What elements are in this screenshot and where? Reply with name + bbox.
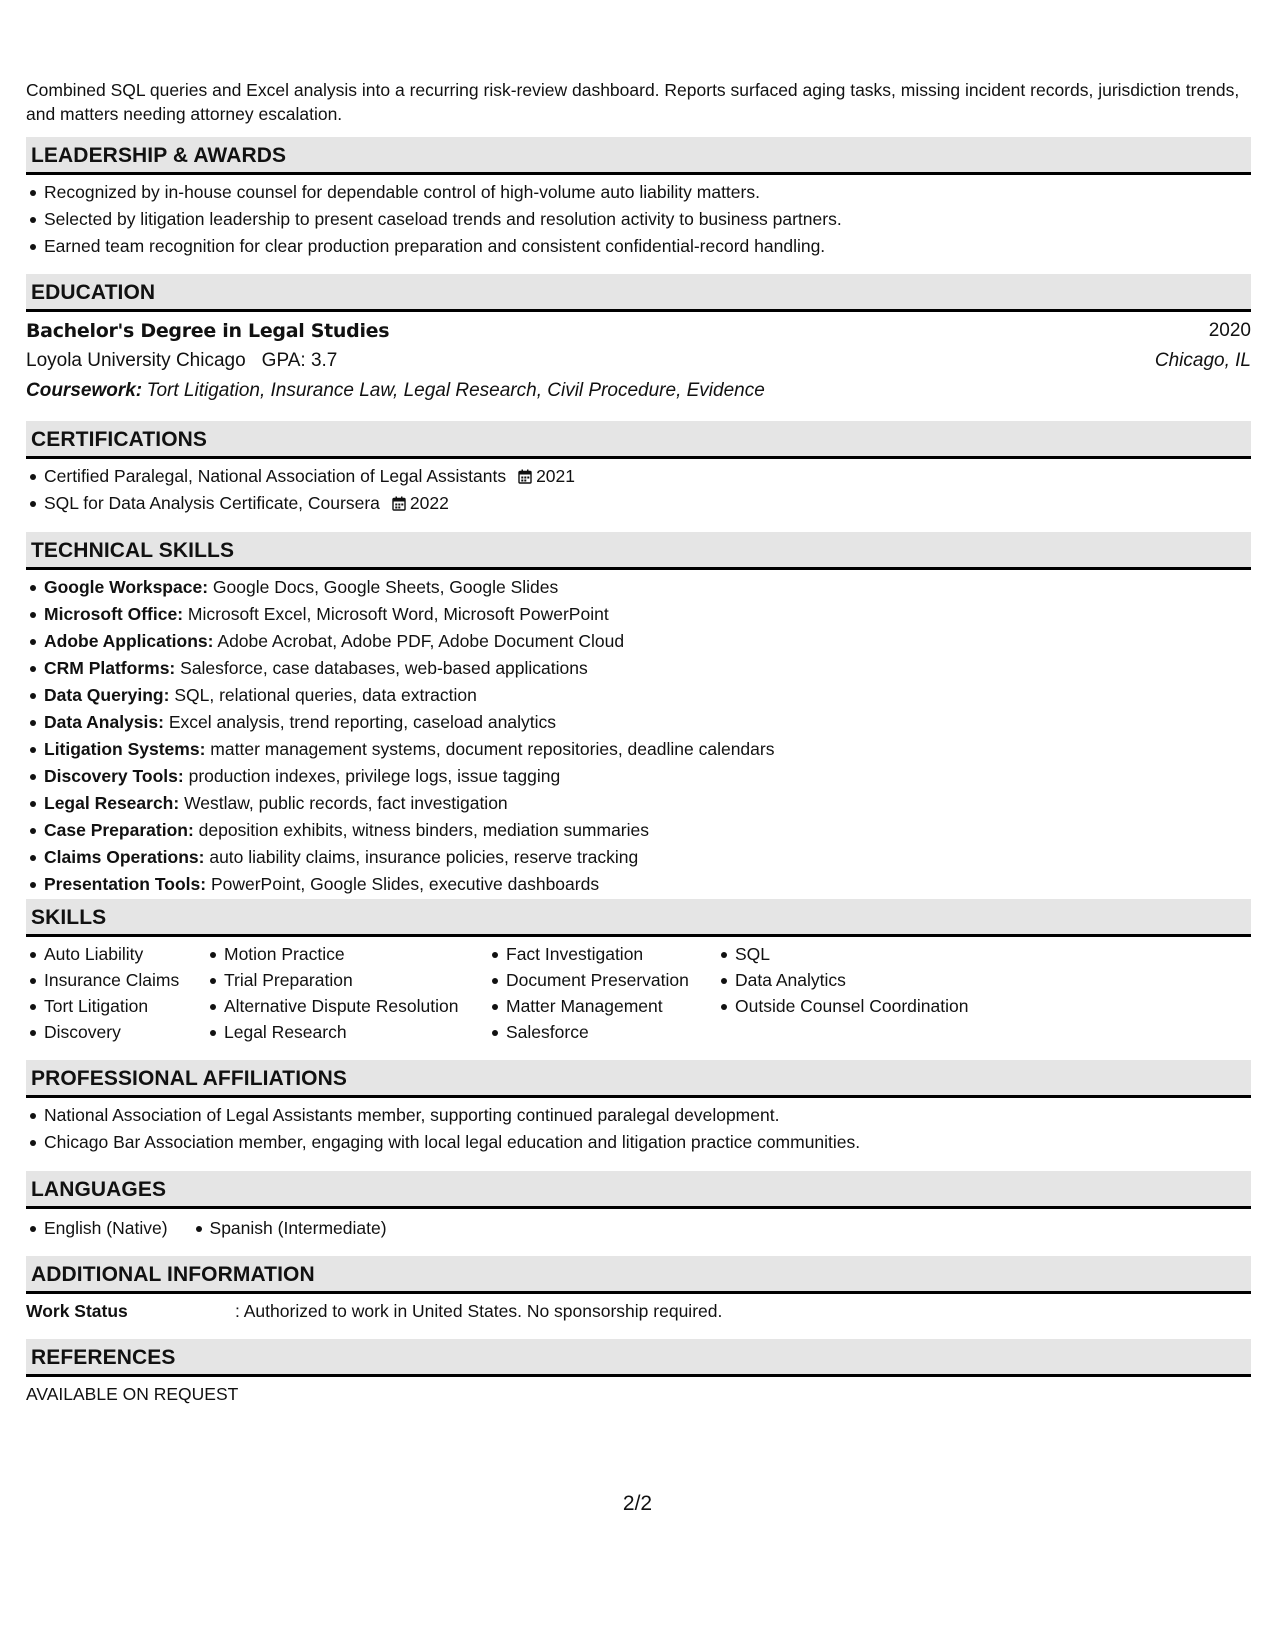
leadership-list xyxy=(26,179,1251,260)
languages-section xyxy=(26,1171,1251,1243)
list-item: Matter Management xyxy=(506,993,689,1019)
list-item xyxy=(44,790,1251,817)
additional-info-section xyxy=(26,1256,1251,1328)
list-item: Discovery xyxy=(44,1019,179,1045)
skill-values: SQL, relational queries, data extraction xyxy=(174,685,477,705)
list-item xyxy=(44,601,1251,628)
list-item xyxy=(44,655,1251,682)
skills-column xyxy=(488,941,689,1045)
list-item xyxy=(44,682,1251,709)
skill-category: Legal Research: xyxy=(44,793,180,813)
skill-category: Google Workspace: xyxy=(44,577,209,597)
references-section xyxy=(26,1339,1251,1411)
list-item: Spanish (Intermediate) xyxy=(210,1215,387,1242)
section-heading: PROFESSIONAL AFFILIATIONS xyxy=(26,1060,1251,1098)
page-number: 2/2 xyxy=(622,1492,653,1515)
list-item: Fact Investigation xyxy=(506,941,689,967)
list-item: Recognized by in-house counsel for dependable control of high-volume auto liability matters. xyxy=(44,179,1251,206)
list-item: Selected by litigation leadership to present caseload trends and resolution activity to business partners. xyxy=(44,206,1251,233)
section-heading: REFERENCES xyxy=(26,1339,1251,1377)
skills-column xyxy=(26,941,179,1045)
skill-category: Litigation Systems: xyxy=(44,739,206,759)
skills-columns xyxy=(26,941,1251,1053)
languages-list xyxy=(26,1215,1251,1243)
skill-category: Adobe Applications: xyxy=(44,631,214,651)
leadership-section xyxy=(26,137,1251,260)
calendar-icon xyxy=(518,469,532,484)
skills-column xyxy=(717,941,968,1019)
certification-name: Certified Paralegal, National Association of Legal Assistants xyxy=(44,466,507,486)
section-heading: SKILLS xyxy=(26,899,1251,937)
gpa: GPA: 3.7 xyxy=(261,350,338,371)
skill-values: deposition exhibits, witness binders, mediation summaries xyxy=(198,820,650,840)
list-item: Alternative Dispute Resolution xyxy=(224,993,458,1019)
work-status-row xyxy=(26,1294,1251,1328)
education-entry xyxy=(26,316,1251,412)
list-item: English (Native) xyxy=(44,1215,168,1242)
section-heading: CERTIFICATIONS xyxy=(26,421,1251,459)
references-text: AVAILABLE ON REQUEST xyxy=(26,1384,239,1404)
calendar-icon xyxy=(392,496,406,511)
list-item: SQL xyxy=(735,941,968,967)
skill-category: Data Analysis: xyxy=(44,712,164,732)
skills-section xyxy=(26,899,1251,1053)
skill-category: Discovery Tools: xyxy=(44,766,184,786)
skill-values: Adobe Acrobat, Adobe PDF, Adobe Document Cloud xyxy=(217,631,625,651)
list-item xyxy=(44,736,1251,763)
list-item xyxy=(44,844,1251,871)
list-item: Motion Practice xyxy=(224,941,458,967)
skill-values: Microsoft Excel, Microsoft Word, Microsoft PowerPoint xyxy=(187,604,609,624)
list-item: Legal Research xyxy=(224,1019,458,1045)
skill-values: Westlaw, public records, fact investigation xyxy=(184,793,508,813)
list-item: National Association of Legal Assistants member, supporting continued paralegal development. xyxy=(44,1102,1251,1129)
skill-values: Google Docs, Google Sheets, Google Slides xyxy=(212,577,559,597)
list-item: Tort Litigation xyxy=(44,993,179,1019)
list-item: Data Analytics xyxy=(735,967,968,993)
list-item: Outside Counsel Coordination xyxy=(735,993,968,1019)
list-item xyxy=(44,709,1251,736)
list-item xyxy=(44,817,1251,844)
list-item: Auto Liability xyxy=(44,941,179,967)
section-heading: TECHNICAL SKILLS xyxy=(26,532,1251,570)
coursework-label: Coursework: xyxy=(26,380,143,401)
list-item xyxy=(44,871,1251,898)
skill-category: Microsoft Office: xyxy=(44,604,184,624)
list-item: Earned team recognition for clear production preparation and consistent confidential-record handling. xyxy=(44,233,1251,260)
affiliations-section xyxy=(26,1060,1251,1156)
list-item: Salesforce xyxy=(506,1019,689,1045)
skills-column xyxy=(206,941,458,1045)
technical-skills-list xyxy=(26,574,1251,898)
skill-values: Excel analysis, trend reporting, caseload analytics xyxy=(168,712,556,732)
skill-category: CRM Platforms: xyxy=(44,658,176,678)
list-item xyxy=(44,490,1251,517)
affiliations-list xyxy=(26,1102,1251,1156)
list-item xyxy=(44,763,1251,790)
graduation-year: 2020 xyxy=(1208,320,1251,341)
section-heading: LEADERSHIP & AWARDS xyxy=(26,137,1251,175)
certification-name: SQL for Data Analysis Certificate, Coursera xyxy=(44,493,380,513)
list-item: Document Preservation xyxy=(506,967,689,993)
list-item xyxy=(44,463,1251,490)
skill-values: matter management systems, document repositories, deadline calendars xyxy=(210,739,775,759)
skill-values: PowerPoint, Google Slides, executive dashboards xyxy=(210,874,600,894)
skill-category: Claims Operations: xyxy=(44,847,205,867)
skill-category: Data Querying: xyxy=(44,685,170,705)
list-item: Insurance Claims xyxy=(44,967,179,993)
skill-category: Presentation Tools: xyxy=(44,874,207,894)
technical-skills-section xyxy=(26,532,1251,898)
section-heading: LANGUAGES xyxy=(26,1171,1251,1209)
certifications-section xyxy=(26,421,1251,517)
degree-title: Bachelor's Degree in Legal Studies xyxy=(26,320,390,342)
work-status-value: : Authorized to work in United States. No sponsorship required. xyxy=(235,1301,723,1321)
skill-values: auto liability claims, insurance policies, reserve tracking xyxy=(209,847,639,867)
section-heading: EDUCATION xyxy=(26,274,1251,312)
school-name: Loyola University Chicago xyxy=(26,350,246,371)
experience-bullet-continuation: Combined SQL queries and Excel analysis into a recurring risk-review dashboard. Reports surfaced aging tasks, missing incident records, jurisdiction trends, and matters needing attorney escalation. xyxy=(26,80,1240,124)
work-status-label: Work Status xyxy=(26,1301,128,1321)
certifications-list xyxy=(26,463,1251,517)
list-item: Chicago Bar Association member, engaging with local legal education and litigation practice communities. xyxy=(44,1129,1251,1156)
coursework-list: Tort Litigation, Insurance Law, Legal Research, Civil Procedure, Evidence xyxy=(146,380,765,401)
school-location: Chicago, IL xyxy=(1154,350,1251,371)
list-item xyxy=(44,628,1251,655)
skill-category: Case Preparation: xyxy=(44,820,194,840)
certification-year: 2021 xyxy=(536,466,576,486)
education-section xyxy=(26,274,1251,412)
list-item: Trial Preparation xyxy=(224,967,458,993)
certification-year: 2022 xyxy=(409,493,449,513)
skill-values: Salesforce, case databases, web-based applications xyxy=(180,658,588,678)
section-heading: ADDITIONAL INFORMATION xyxy=(26,1256,1251,1294)
list-item xyxy=(44,574,1251,601)
skill-values: production indexes, privilege logs, issue tagging xyxy=(188,766,561,786)
